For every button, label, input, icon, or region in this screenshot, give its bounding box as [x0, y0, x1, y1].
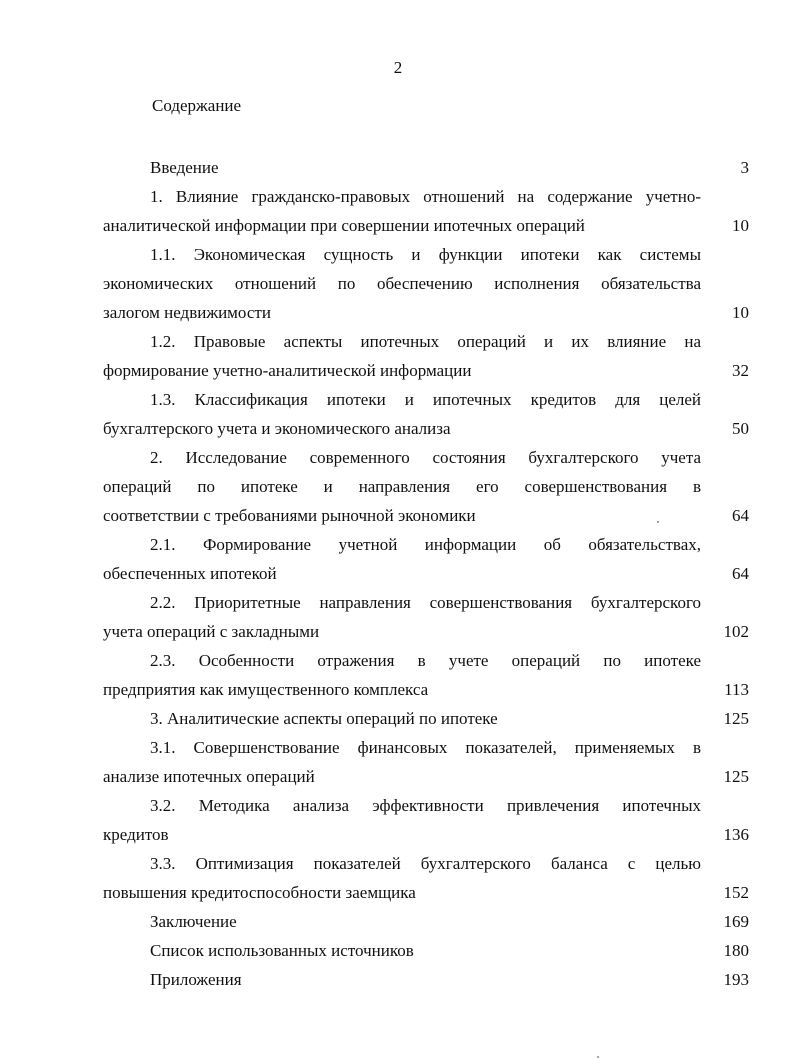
toc-page-number: 193	[723, 970, 749, 989]
toc-page-number: 136	[723, 825, 749, 844]
toc-entry-line: предприятия как имущественного комплекса	[103, 680, 429, 699]
toc-entry-line: 2.3. Особенности отражения в учете операций по ипотеке	[150, 651, 701, 670]
toc-entry-line: аналитической информации при совершении ипотечных операций	[103, 216, 585, 235]
toc-entry-line: 1.3. Классификация ипотеки и ипотечных кредитов для целей	[150, 390, 701, 409]
toc-page-number: 102	[723, 622, 749, 641]
toc-entry-line: операций по ипотеке и направления его совершенствования в	[103, 477, 701, 496]
toc-entry-line: 2.1. Формирование учетной информации об обязательствах,	[150, 535, 701, 554]
toc-entry-line: Заключение	[150, 912, 237, 931]
scan-speck	[597, 1056, 599, 1058]
toc-page-number: 64	[732, 564, 749, 583]
toc-entry-line: бухгалтерского учета и экономического анализа	[103, 419, 451, 438]
toc-entry-line: 3.2. Методика анализа эффективности привлечения ипотечных	[150, 796, 701, 815]
scan-speck	[657, 521, 659, 523]
toc-entry-line: соответствии с требованиями рыночной экономики	[103, 506, 476, 525]
toc-page-number: 10	[732, 303, 749, 322]
toc-entry-line: 1. Влияние гражданско-правовых отношений на содержание учетно-	[150, 187, 701, 206]
toc-entry-line: учета операций с закладными	[103, 622, 320, 641]
toc-page-number: 113	[724, 680, 749, 699]
page-number: 2	[393, 58, 403, 77]
toc-entry-line: 3. Аналитические аспекты операций по ипотеке	[150, 709, 498, 728]
toc-page-number: 125	[723, 767, 749, 786]
toc-entry-line: Приложения	[150, 970, 242, 989]
toc-page-number: 3	[740, 158, 749, 177]
toc-entry-line: Введение	[150, 158, 219, 177]
toc-entry-line: 2. Исследование современного состояния бухгалтерского учета	[150, 448, 701, 467]
toc-entry-line: повышения кредитоспособности заемщика	[103, 883, 416, 902]
toc-page-number: 152	[723, 883, 749, 902]
toc-entry-line: 2.2. Приоритетные направления совершенствования бухгалтерского	[150, 593, 701, 612]
toc-page-number: 180	[723, 941, 749, 960]
toc-entry-line: залогом недвижимости	[103, 303, 271, 322]
toc-page-number: 10	[732, 216, 749, 235]
toc-entry-line: 1.1. Экономическая сущность и функции ипотеки как системы	[150, 245, 701, 264]
toc-entry-line: 3.1. Совершенствование финансовых показателей, применяемых в	[150, 738, 701, 757]
toc-entry-line: 3.3. Оптимизация показателей бухгалтерского баланса с целью	[150, 854, 701, 873]
toc-entry-line: экономических отношений по обеспечению исполнения обязательства	[103, 274, 701, 293]
toc-page-number: 169	[723, 912, 749, 931]
toc-entry-line: обеспеченных ипотекой	[103, 564, 277, 583]
toc-entry-line: 1.2. Правовые аспекты ипотечных операций и их влияние на	[150, 332, 701, 351]
toc-entry-line: Список использованных источников	[150, 941, 414, 960]
toc-page-number: 125	[723, 709, 749, 728]
toc-page-number: 64	[732, 506, 749, 525]
toc-entry-line: формирование учетно-аналитической информации	[103, 361, 472, 380]
toc-title: Содержание	[152, 96, 242, 115]
toc-entry-line: анализе ипотечных операций	[103, 767, 315, 786]
toc-entry-line: кредитов	[103, 825, 169, 844]
toc-page-number: 32	[732, 361, 749, 380]
toc-page-number: 50	[732, 419, 749, 438]
